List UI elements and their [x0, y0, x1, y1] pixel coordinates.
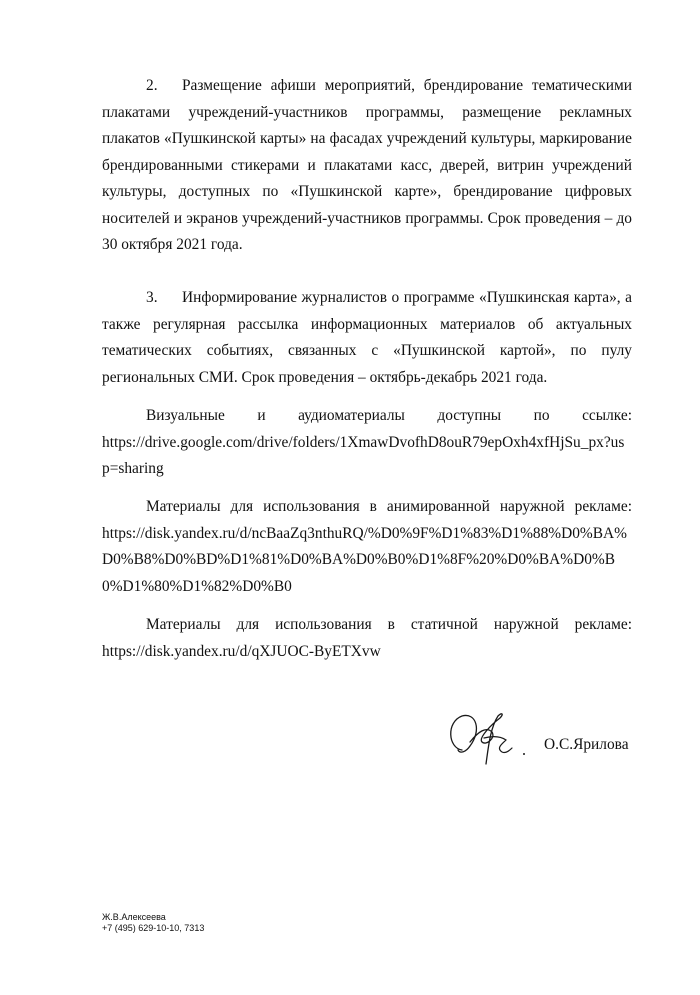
executor-phone: +7 (495) 629-10-10, 7313: [102, 923, 205, 933]
visual-materials-label: Визуальные и аудиоматериалы доступны по ссылке:: [146, 407, 632, 424]
handwritten-signature: [440, 702, 530, 772]
animated-materials-paragraph: [102, 494, 632, 600]
visual-materials-link[interactable]: https://drive.google.com/drive/folders/1XmawDvofhD8ouR79epOxh4xfHjSu_px?usp=sharing: [102, 433, 625, 477]
item-number: 3.: [146, 289, 158, 306]
list-item-2: [102, 73, 632, 259]
static-materials-link[interactable]: https://disk.yandex.ru/d/qXJUOC-ByETXvw: [102, 642, 381, 660]
executor-name: Ж.В.Алексеева: [102, 912, 166, 922]
footer-contact: [102, 912, 204, 934]
item-number: 2.: [146, 77, 158, 94]
animated-materials-link[interactable]: https://disk.yandex.ru/d/ncBaaZq3nthuRQ/%D0%9F%D1%83%D1%88%D0%BA%D0%B8%D0%BD%D1%81%D0%BA%D0%B0%D1%8F%20%D0%BA%D0%B0%D1%80%D1%82%D0%B0: [102, 524, 627, 595]
signer-name: О.С.Ярилова: [544, 736, 629, 753]
item-text: Размещение афиши мероприятий, брендирование тематическими плакатами учреждений-участников программы, размещение рекламных плакатов «Пушкинской карты» на фасадах учреждений культуры, маркирование брендированными стикерами и плакатами касс, дверей, витрин учреждений культуры, доступных по «Пушкинской карте», брендирование цифровых носителей и экранов учреждений-участников программы. Срок проведения – до 30 октября 2021 года.: [102, 77, 632, 253]
animated-materials-label: Материалы для использования в анимированной наружной рекламе:: [146, 498, 632, 515]
item-text: Информирование журналистов о программе «Пушкинская карта», а также регулярная рассылка информационных материалов об актуальных тематических событиях, связанных с «Пушкинской картой», по пулу региональных СМИ. Срок проведения – октябрь-декабрь 2021 года.: [102, 289, 632, 386]
visual-materials-paragraph: [102, 403, 632, 483]
static-materials-paragraph: [102, 612, 632, 665]
static-materials-label: Материалы для использования в статичной наружной рекламе:: [146, 616, 632, 633]
list-item-3: [102, 285, 632, 391]
